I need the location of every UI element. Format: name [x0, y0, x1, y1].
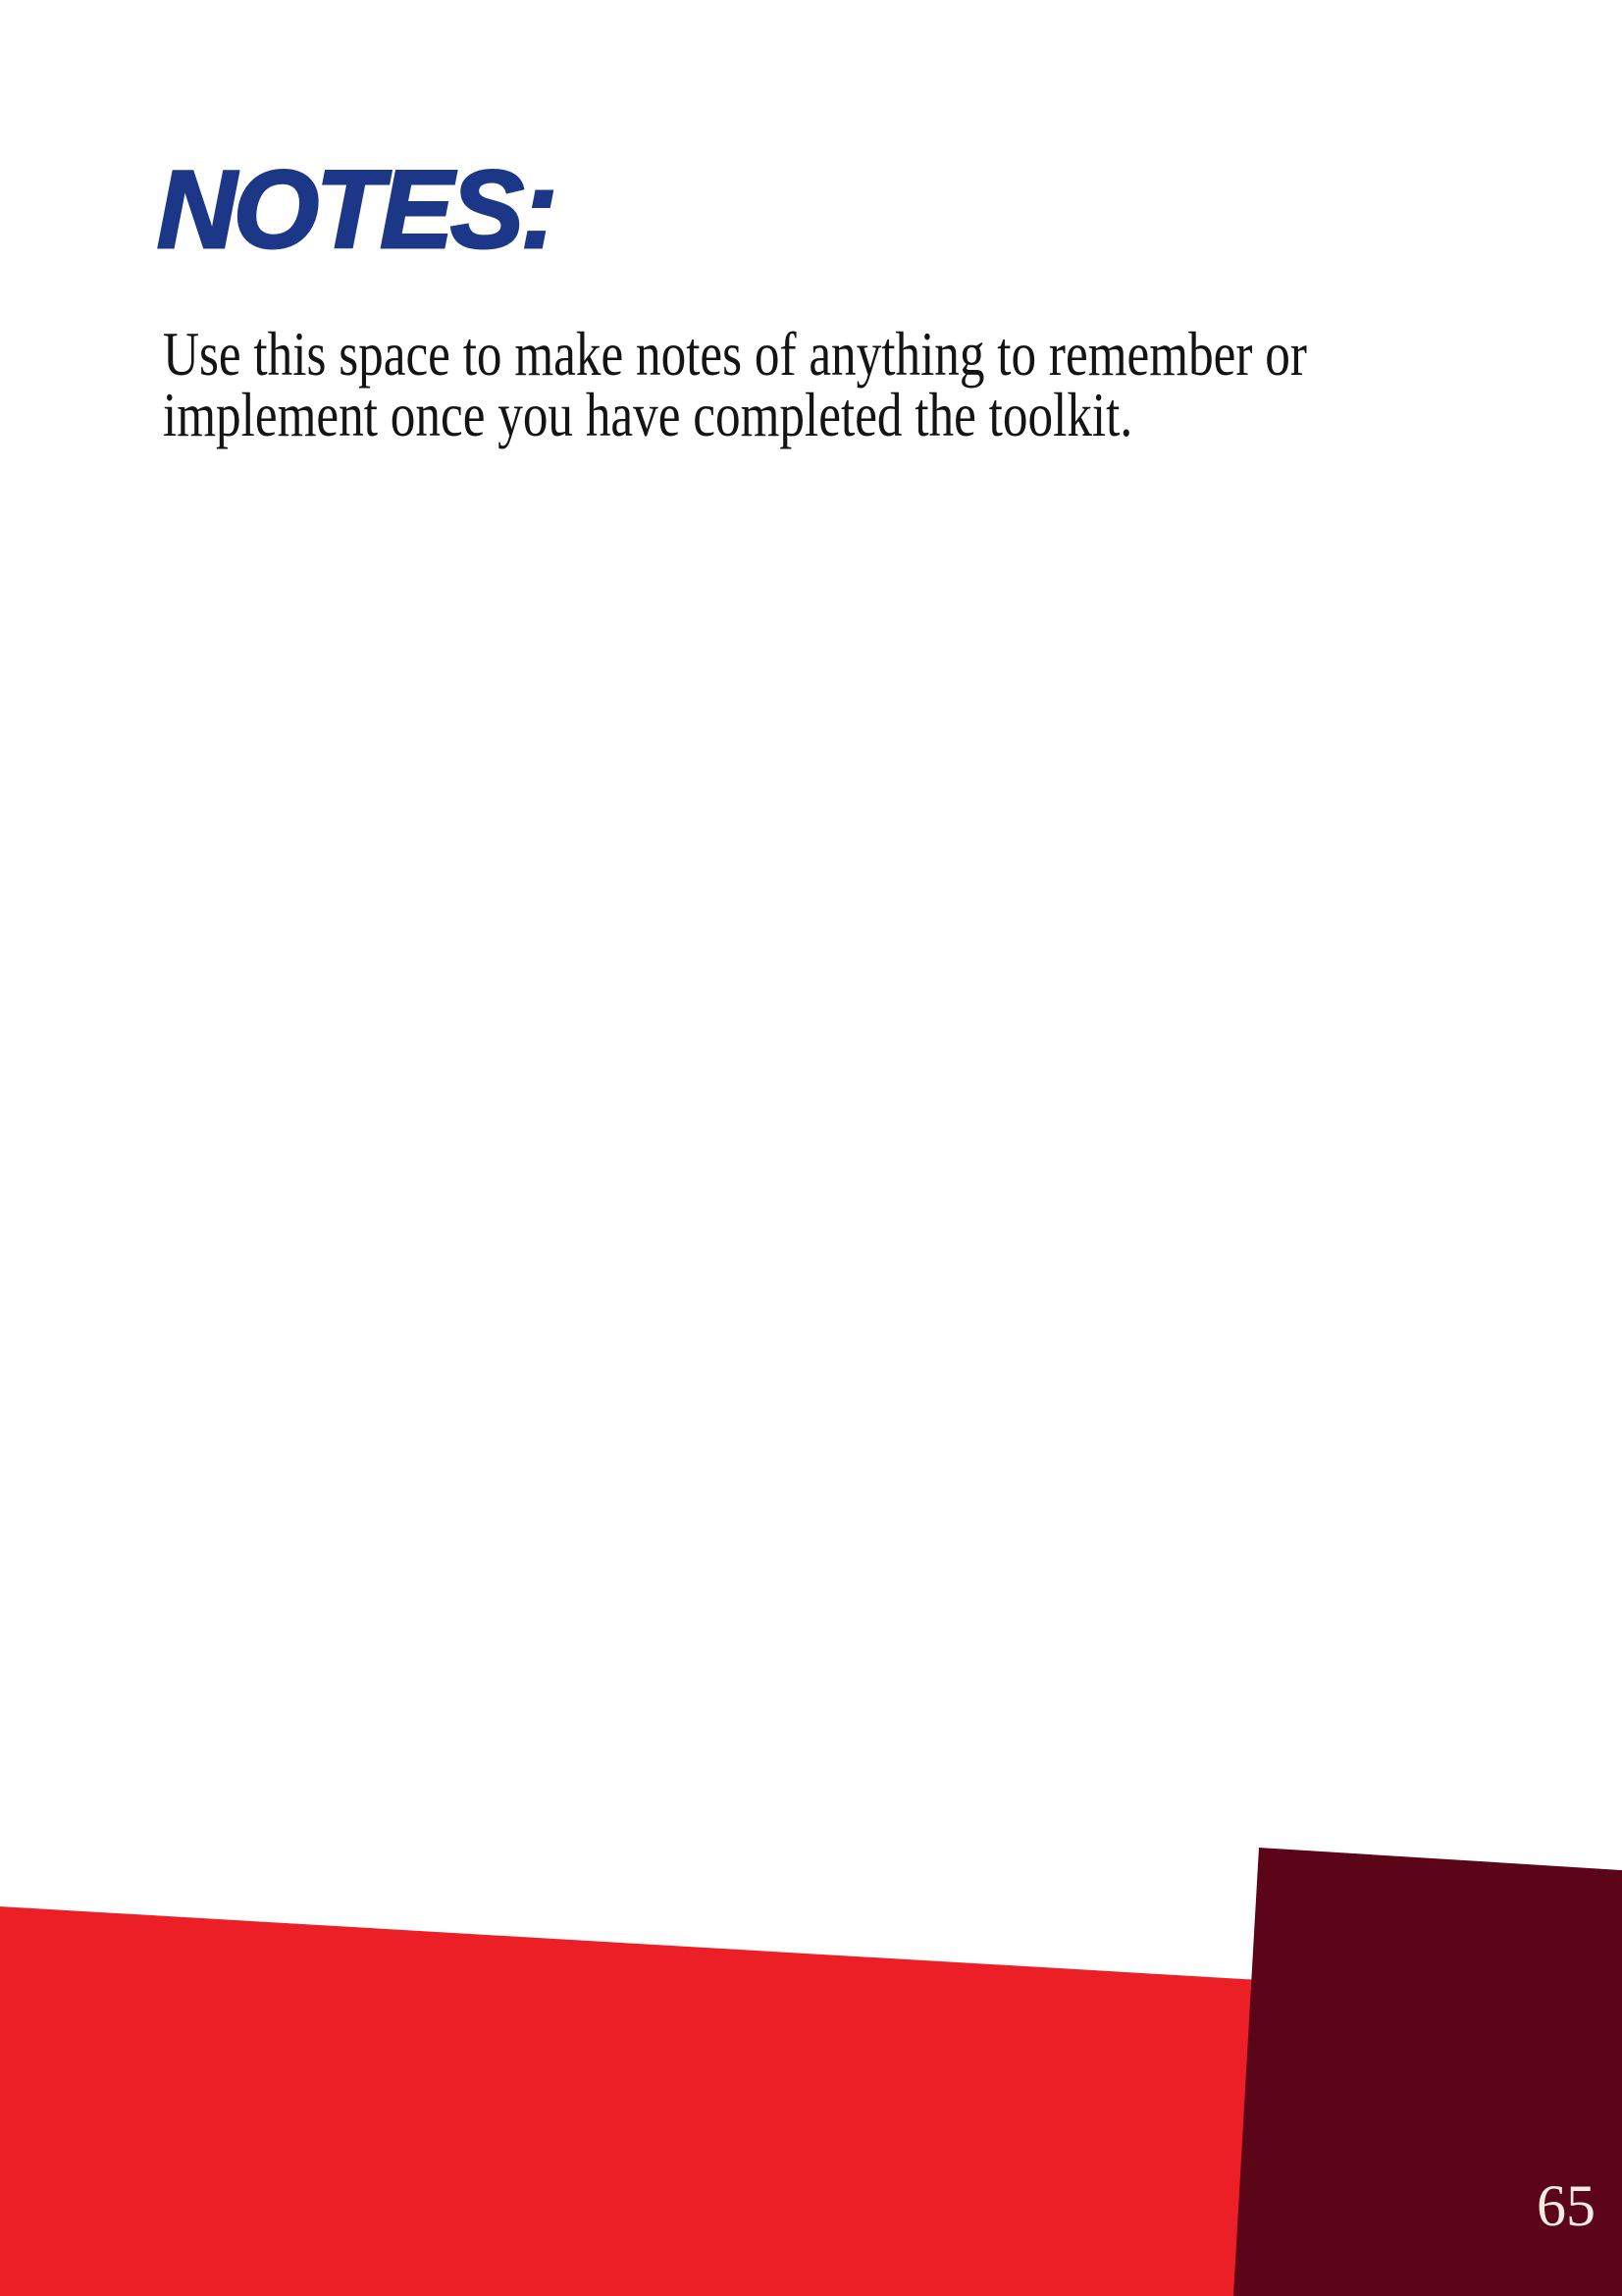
page-title: NOTES: — [157, 148, 555, 271]
intro-line-1: Use this space to make notes of anything to remember or — [163, 319, 1307, 389]
intro-line-2: implement once you have completed the toolkit. — [163, 380, 1133, 449]
red-banner-shape — [0, 1906, 1278, 2296]
page-number: 65 — [1537, 2173, 1596, 2238]
